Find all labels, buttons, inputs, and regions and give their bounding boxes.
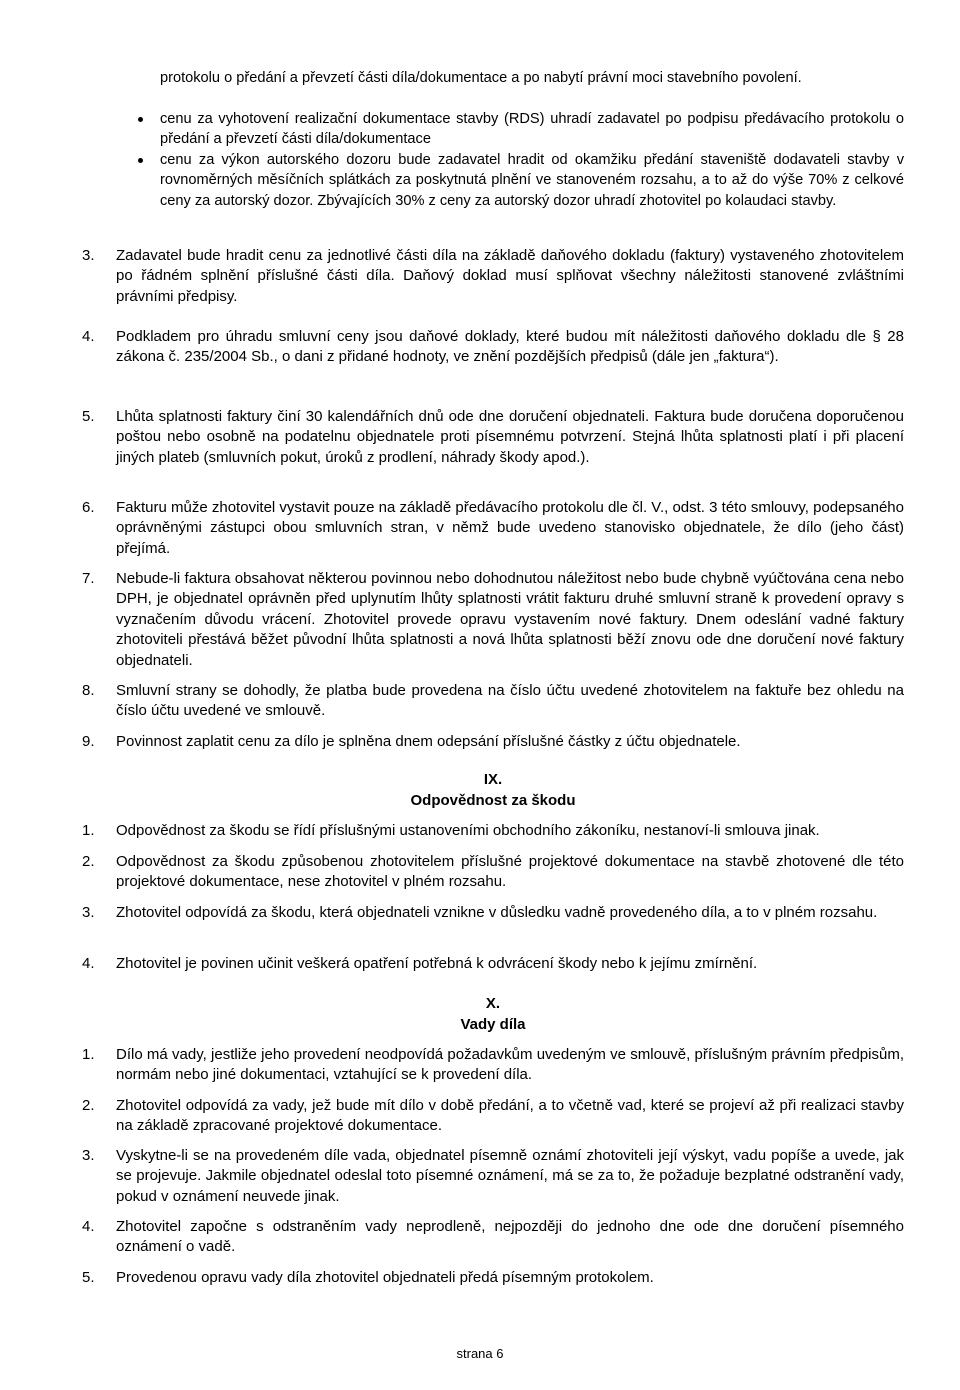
clause-text: Nebude-li faktura obsahovat některou povinnou nebo dohodnutou náležitost nebo bude chybně vyúčtována cena nebo DPH, je objednatel oprávněn před uplynutím lhůty splatnosti vrátit fakturu druhé smluvní straně k provedení opravy s vyznačením důvodu vrácení. Zhotovitel provede opravu vystavením nové faktury. Dnem odeslání vadné faktury zhotoviteli přestává běžet původní lhůta splatnosti a nová lhůta splatnosti běží znovu ode dne doručení nové faktury objednateli. <box>116 570 904 669</box>
clause-text: Provedenou opravu vady díla zhotovitel objednateli předá písemným protokolem. <box>116 1269 654 1286</box>
clause-text: Smluvní strany se dohodly, že platba bude provedena na číslo účtu uvedené zhotovitelem na faktuře bez ohledu na číslo účtu uvedené ve smlouvě. <box>116 682 904 720</box>
intro-continuation: protokolu o předání a převzetí části díla/dokumentace a po nabytí právní moci stavebního povolení. <box>160 70 802 86</box>
clause-number: 6. <box>82 499 95 516</box>
clause-text: Fakturu může zhotovitel vystavit pouze na základě předávacího protokolu dle čl. V., odst. 3 této smlouvy, podepsaného oprávněnými zástupci obou smluvních stran, v němž bude uvedeno stanovisko objednatele, že dílo (jeho část) přejímá. <box>116 499 904 557</box>
clause-number: 4. <box>82 328 95 345</box>
clause-text: Zhotovitel odpovídá za škodu, která objednateli vznikne v důsledku vadně provedeného díla, a to v plném rozsahu. <box>116 904 878 921</box>
clause-item <box>82 732 904 752</box>
clause-item <box>82 569 904 671</box>
clause-item <box>82 246 904 307</box>
clause-text: Dílo má vady, jestliže jeho provedení neodpovídá požadavkům uvedeným ve smlouvě, příslušným právním předpisům, normám nebo jiné dokumentaci, vztahující se k provedení díla. <box>116 1046 904 1084</box>
clause-text: Odpovědnost za škodu se řídí příslušnými ustanoveními obchodního zákoníku, nestanoví-li smlouva jinak. <box>116 822 820 839</box>
bullet-item: cenu za výkon autorského dozoru bude zadavatel hradit od okamžiku předání staveniště dodavateli stavby v rovnoměrných měsíčních splátkách za poskytnutá plnění ve stanoveném rozsahu, a to až do výše 70% z celkové ceny za autorský dozor. Zbývajících 30% z ceny za autorský dozor uhradí zhotovitel po kolaudaci stavby. <box>160 150 904 211</box>
clause-text: Zhotovitel odpovídá za vady, jež bude mít dílo v době předání, a to včetně vad, které se projeví až při realizaci stavby na základě zpracované projektové dokumentace. <box>116 1097 904 1135</box>
clause-item <box>82 852 904 893</box>
clause-item <box>82 327 904 368</box>
clause-text: Vyskytne-li se na provedeném díle vada, objednatel písemně oznámí zhotoviteli její výskyt, vadu popíše a uvede, jak se projevuje. Jakmile objednatel odeslal toto písemné oznámení, má se za to, že požaduje bezplatné odstranění vady, pokud v oznámení neuvede jinak. <box>116 1147 904 1205</box>
clause-number: 3. <box>82 247 95 264</box>
clause-number: 1. <box>82 822 95 839</box>
section-title: Vady díla <box>460 1016 526 1033</box>
clause-number: 1. <box>82 1046 95 1063</box>
clause-number: 3. <box>82 1147 95 1164</box>
clause-item <box>82 821 904 841</box>
clause-item <box>82 407 904 468</box>
clause-item <box>82 1096 904 1137</box>
clause-item <box>82 1268 904 1288</box>
clause-number: 9. <box>82 733 95 750</box>
clause-number: 5. <box>82 1269 95 1286</box>
clause-item <box>82 954 904 974</box>
clause-item <box>82 1146 904 1207</box>
clause-item <box>82 681 904 722</box>
clause-number: 8. <box>82 682 95 699</box>
clause-number: 2. <box>82 1097 95 1114</box>
clause-text: Lhůta splatnosti faktury činí 30 kalendářních dnů ode dne doručení objednateli. Faktura bude doručena doporučenou poštou nebo osobně na podatelnu objednatele proti písemnému potvrzení. Stejná lhůta splatnosti platí i při placení jiných plateb (smluvních pokut, úroků z prodlení, náhrady škody apod.). <box>116 408 904 466</box>
clause-item <box>82 498 904 559</box>
clause-number: 5. <box>82 408 95 425</box>
clause-text: Povinnost zaplatit cenu za dílo je splněna dnem odepsání příslušné částky z účtu objednatele. <box>116 733 741 750</box>
clause-item <box>82 1217 904 1258</box>
section-number: IX. <box>483 771 503 788</box>
clause-number: 2. <box>82 853 95 870</box>
payment-bullet-list <box>160 109 904 211</box>
clause-text: Zhotovitel je povinen učinit veškerá opatření potřebná k odvrácení škody nebo k jejímu zmírnění. <box>116 955 758 972</box>
clause-item <box>82 1045 904 1086</box>
bullet-item: cenu za vyhotovení realizační dokumentace stavby (RDS) uhradí zadavatel po podpisu předávacího protokolu o předání a převzetí části díla/dokumentace <box>160 109 904 150</box>
section-title: Odpovědnost za škodu <box>410 792 576 809</box>
clause-text: Odpovědnost za škodu způsobenou zhotovitelem příslušné projektové dokumentace na stavbě zhotovené dle této projektové dokumentace, nese zhotovitel v plném rozsahu. <box>116 853 904 891</box>
clause-text: Zhotovitel započne s odstraněním vady neprodleně, nejpozději do jednoho dne ode dne doručení písemného oznámení o vadě. <box>116 1218 904 1256</box>
clause-number: 3. <box>82 904 95 921</box>
clause-text: Podkladem pro úhradu smluvní ceny jsou daňové doklady, které budou mít náležitosti daňového dokladu dle § 28 zákona č. 235/2004 Sb., o dani z přidané hodnoty, ve znění pozdějších předpisů (dále jen „faktura“). <box>116 328 904 366</box>
page-number: strana 6 <box>456 1346 504 1361</box>
section-number: X. <box>485 995 501 1012</box>
clause-number: 4. <box>82 1218 95 1235</box>
clause-text: Zadavatel bude hradit cenu za jednotlivé části díla na základě daňového dokladu (faktury) vystaveného zhotovitelem po řádném splnění příslušné části díla. Daňový doklad musí splňovat všechny náležitosti stanovené zvláštními právními předpisy. <box>116 247 904 305</box>
clause-number: 4. <box>82 955 95 972</box>
clause-number: 7. <box>82 570 95 587</box>
clause-item <box>82 903 904 923</box>
